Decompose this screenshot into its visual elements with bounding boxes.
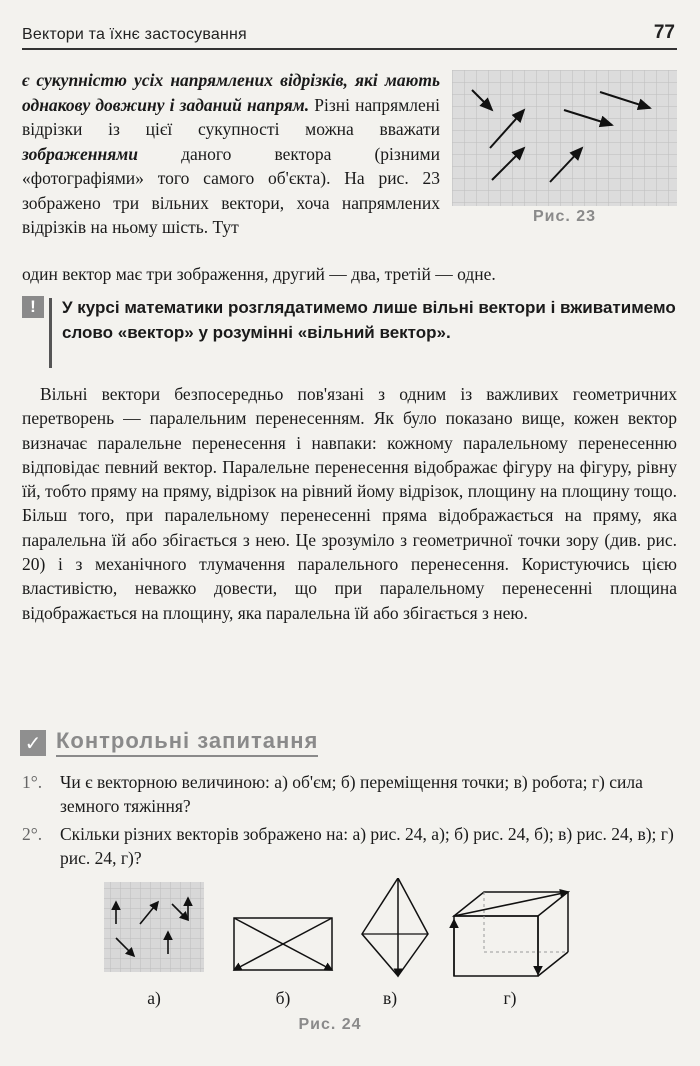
page-header [22, 20, 677, 50]
note-divider [49, 298, 52, 368]
question-text: Скільки різних векторів зображено на: а) рис. 24, а); б) рис. 24, б); в) рис. 24, в); г) рис. 24, г)? [60, 824, 674, 868]
section-heading [20, 728, 380, 758]
exclamation-icon: ! [22, 296, 44, 318]
section-title: Контрольні запитання [56, 728, 318, 757]
intro-bold-start: є сукупністю усіх напрямлених відрізків, які мають однакову довжину і заданий напрям. [22, 70, 440, 115]
questions-list [22, 770, 677, 874]
intro-text [22, 68, 440, 240]
figure-24d [454, 892, 568, 976]
intro-text-part2: даного вектора (різними «фотографіями» того самого об'єкта). На рис. 23 зображено три вільних вектори, хоча напрямлених відрізків на ньому шість. Тут [22, 143, 440, 237]
intro-continuation: один вектор має три зображення, другий — два, третій — одне. [22, 264, 496, 284]
note-text: У курсі математики розглядатимемо лише вільні вектори і вживатимемо слово «вектор» у розумінні «вільний вектор». [62, 298, 676, 342]
running-title: Вектори та їхнє застосування [22, 26, 247, 43]
main-paragraph: Вільні вектори безпосередньо пов'язані з одним із важливих геометричних перетворень — паралельним перенесенням. Як було показано вище, кожен вектор визначає паралельне перенесення і навпаки: кожному паралельному перенесенню відповідає певний вектор. Паралельне перенесення відображає фігуру на фігуру, рівну їй, тобто пряму на пряму, відрізок на рівний йому відрізок, площину на площину тощо. Більш того, при паралельному перенесенні пряма відображається на пряму, яка паралельна їй або збігається з нею. Це зрозуміло з геометричної точки зору (див. рис. 20) і з механічного тлумачення паралельного перенесення. Користуючись цією властивістю, неважко довести, що при паралельному перенесенні площина відображається на площину, яка паралельна їй або збігається з нею. [22, 384, 677, 623]
question-number: 1°. [22, 772, 43, 792]
figure-24c [362, 878, 428, 976]
note-block [22, 296, 677, 372]
figure-24-label-d: г) [503, 988, 517, 1008]
intro-text-part1: Різні напрямлені відрізки із цієї сукупності можна вважати [22, 94, 440, 139]
figure-24b [234, 918, 332, 970]
list-item [22, 822, 677, 870]
figure-24-caption: Рис. 24 [298, 1016, 362, 1033]
figure-23 [452, 70, 677, 206]
figure-24-label-c: в) [382, 988, 398, 1008]
checkmark-icon: ✓ [20, 730, 46, 756]
figure-24-label-b: б) [275, 988, 291, 1008]
page-number: 77 [653, 22, 675, 43]
list-item [22, 770, 677, 818]
figure-23-caption: Рис. 23 [532, 208, 597, 225]
intro-bold-word: зображеннями [22, 143, 138, 164]
figure-24-label-a: а) [147, 988, 161, 1008]
figure-24a [104, 882, 204, 972]
question-text: Чи є векторною величиною: а) об'єм; б) переміщення точки; в) робота; г) сила земного тяжіння? [60, 772, 643, 816]
question-number: 2°. [22, 824, 43, 844]
